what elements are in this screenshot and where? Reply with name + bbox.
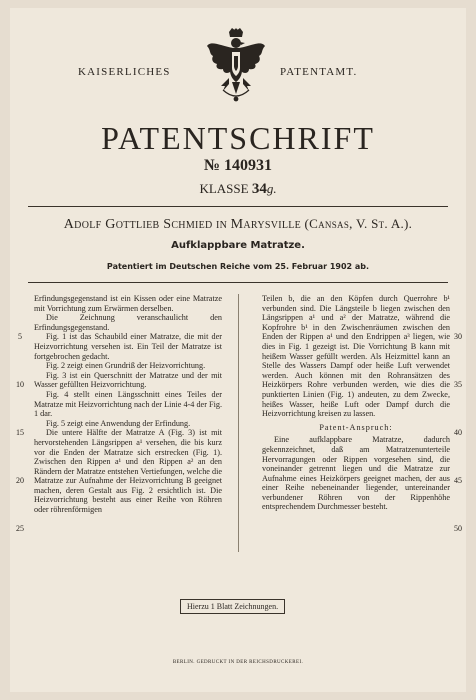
- inventor-line: [0, 216, 476, 233]
- paragraph: Teilen b, die an den Köpfen durch Querrohre b¹ verbunden sind. Die Längsteile b liegen zwischen den Längsrippen a¹ und a² der Matratze, während die Kopfrohre b¹ in den Zwischenräumen zwischen den Enden der Rippen a¹ und den Endrippen a³ liegen, wie dies in Fig. 1 gezeigt ist. Die Vorrichtung B kann mit heißem Wasser gefüllt werden. Als Heizmittel kann an Stelle des Wassers Dampf oder heiße Luft verwendet werden. Auch können mit den Rohransätzen des Heizkörpers Rohre verbunden werden, wie dies die punktierten Linien (Fig. 1) andeuten, zu dem Zwecke, heißes Wasser, heiße Luft oder Dampf durch die Heizvorrichtung kreisen zu lassen.: [262, 294, 450, 419]
- klasse-suffix: g.: [266, 181, 277, 196]
- line-number: 10: [16, 380, 24, 389]
- claim-title: Patent-Anspruch:: [319, 422, 393, 432]
- printer-imprint: BERLIN. GEDRUCKT IN DER REICHSDRUCKEREI.: [172, 660, 304, 665]
- imperial-eagle-icon: [205, 28, 267, 108]
- line-number: 45: [454, 476, 462, 485]
- line-number: 35: [454, 380, 462, 389]
- line-number: 30: [454, 332, 462, 341]
- claim-text: Eine aufklappbare Matratze, dadurch gekennzeichnet, daß am Matratzenunterteile Hervorragungen oder Rippen vorgesehen sind, die voneinander getrennt liegen und die Matratze zur Aufnahme eines Heizkörpers geeignet machen, der aus einer Reihe nebeneinander liegender, untereinander verbundener Röhren von der Rippenhöhe entsprechendem Durchmesser besteht.: [262, 435, 450, 512]
- inventor-name: Adolf Gottlieb Schmied: [63, 217, 213, 232]
- drawings-note: Hierzu 1 Blatt Zeichnungen.: [180, 599, 285, 614]
- patent-number: № 140931: [203, 157, 273, 174]
- inventor-region: (Cansas, V. St. A.).: [304, 216, 413, 231]
- document-title: PATENTSCHRIFT: [101, 120, 375, 156]
- paragraph: Fig. 5 zeigt eine Anwendung der Erfindung.: [46, 418, 191, 428]
- klasse-value: 34: [251, 181, 267, 197]
- patent-subject: Aufklappbare Matratze.: [171, 240, 305, 251]
- line-number: 15: [16, 428, 24, 437]
- right-column: [262, 294, 450, 512]
- paragraph: Die Zeichnung veranschaulicht den Erfindungsgegenstand.: [34, 313, 222, 332]
- paragraph: Fig. 3 ist ein Querschnitt der Matratze und der mit Wasser gefüllten Heizvorrichtung.: [34, 370, 222, 390]
- paragraph: Erfindungsgegenstand ist ein Kissen oder eine Matratze mit Vorrichtung zum Erwärmen derselben.: [34, 294, 222, 313]
- patent-class: [0, 181, 476, 198]
- header-left: KAISERLICHES: [78, 66, 171, 78]
- column-divider: [238, 294, 239, 552]
- line-number: 5: [18, 332, 22, 341]
- paragraph: Fig. 1 ist das Schaubild einer Matratze, die mit der Heizvorrichtung versehen ist. Ein Teil der Matratze ist fortgebrochen gedacht.: [34, 332, 222, 361]
- inventor-place: Marysville: [230, 217, 302, 232]
- line-number: 50: [454, 524, 462, 533]
- body-divider: [28, 282, 448, 283]
- paragraph: Fig. 4 stellt einen Längsschnitt eines Teiles der Matratze mit Heizvorrichtung nach der Linie 4-4 der Fig. 1 dar.: [34, 389, 222, 419]
- paragraph: Fig. 2 zeigt einen Grundriß der Heizvorrichtung.: [46, 361, 206, 371]
- paragraph: Die untere Hälfte der Matratze A (Fig. 3) ist mit hervorstehenden Längsrippen a¹ versehen, die bis kurz vor die Enden der Matratze sich erstrecken (Fig. 1). Zwischen den Rippen a¹ und den Rippen a² an den Rändern der Matratze entstehen Vertiefungen, welche die Matratze zur Aufnahme der Heizvorrichtung B geeignet machen, deren Gestalt aus Fig. 2 ersichtlich ist. Die Heizvorrichtung besteht aus einer Reihe von Röhren oder röhrenförmigen: [34, 428, 222, 515]
- top-divider: [28, 206, 448, 207]
- line-number: 25: [16, 524, 24, 533]
- klasse-label: KLASSE: [199, 181, 249, 196]
- line-number: 20: [16, 476, 24, 485]
- line-number: 40: [454, 428, 462, 437]
- header-right: PATENTAMT.: [280, 66, 358, 78]
- inventor-conj: IN: [216, 220, 228, 231]
- left-column: [34, 294, 222, 515]
- patent-date: Patentiert im Deutschen Reiche vom 25. Februar 1902 ab.: [106, 262, 370, 271]
